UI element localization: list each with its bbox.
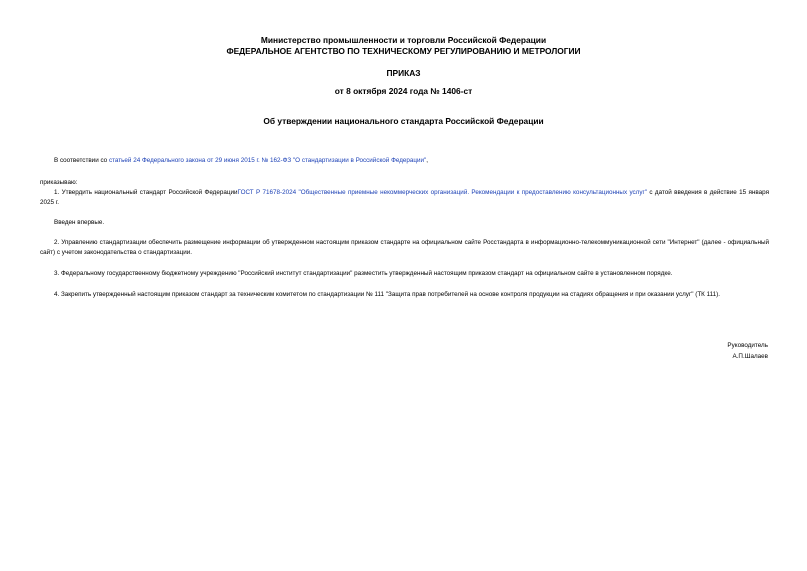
signature-position: Руководитель (727, 342, 768, 349)
item-1-suffix: с датой введения в действие 15 января 2025 г. (40, 189, 770, 206)
gost-standard-link[interactable]: ГОСТ Р 71678-2024 "Общественные приемные некоммерческих организаций. Рекомендации к предоставлению консультационных услуг" (237, 189, 648, 196)
doc-subject: Об утверждении национального стандарта Российской Федерации (263, 116, 544, 126)
order-word: приказываю: (40, 179, 78, 186)
preamble-suffix: , (426, 157, 429, 164)
signature-name: А.П.Шалаев (732, 353, 768, 360)
item-2-paragraph: 2. Управлению стандартизации обеспечить размещение информации об утвержденном настоящим приказом стандарте на официальном сайте Росстандарта в информационно-телекоммуникационной сети "Интернет" (далее - официальный сайт) с учетом законодательства о стандартизации. (40, 239, 769, 256)
introduced-note: Введен впервые. (54, 219, 105, 226)
preamble-prefix: В соответствии со (54, 157, 109, 164)
item-4-paragraph: 4. Закрепить утвержденный настоящим приказом стандарт за техническим комитетом по стандартизации № 111 "Защита прав потребителей на основе контроля продукции на стадиях обращения и при оказании услуг" (ТК 111). (54, 291, 721, 298)
item-1-prefix: 1. Утвердить национальный стандарт Российской Федерации (54, 189, 238, 196)
item-3-paragraph: 3. Федеральному государственному бюджетному учреждению "Российский институт стандартизации" разместить утвержденный настоящим приказом стандарт на официальном сайте в установленном порядке. (54, 270, 673, 277)
federal-law-link[interactable]: статьей 24 Федерального закона от 29 июня 2015 г. № 162-ФЗ "О стандартизации в Российской Федерации" (108, 157, 427, 164)
doc-type: ПРИКАЗ (386, 68, 421, 78)
ministry-title: Министерство промышленности и торговли Российской Федерации (260, 35, 547, 45)
date-number: от 8 октября 2024 года № 1406-ст (334, 86, 473, 96)
agency-title: ФЕДЕРАЛЬНОЕ АГЕНТСТВО ПО ТЕХНИЧЕСКОМУ РЕГУЛИРОВАНИЮ И МЕТРОЛОГИИ (226, 46, 581, 56)
item-1-paragraph (40, 188, 769, 208)
preamble-paragraph (40, 156, 769, 166)
